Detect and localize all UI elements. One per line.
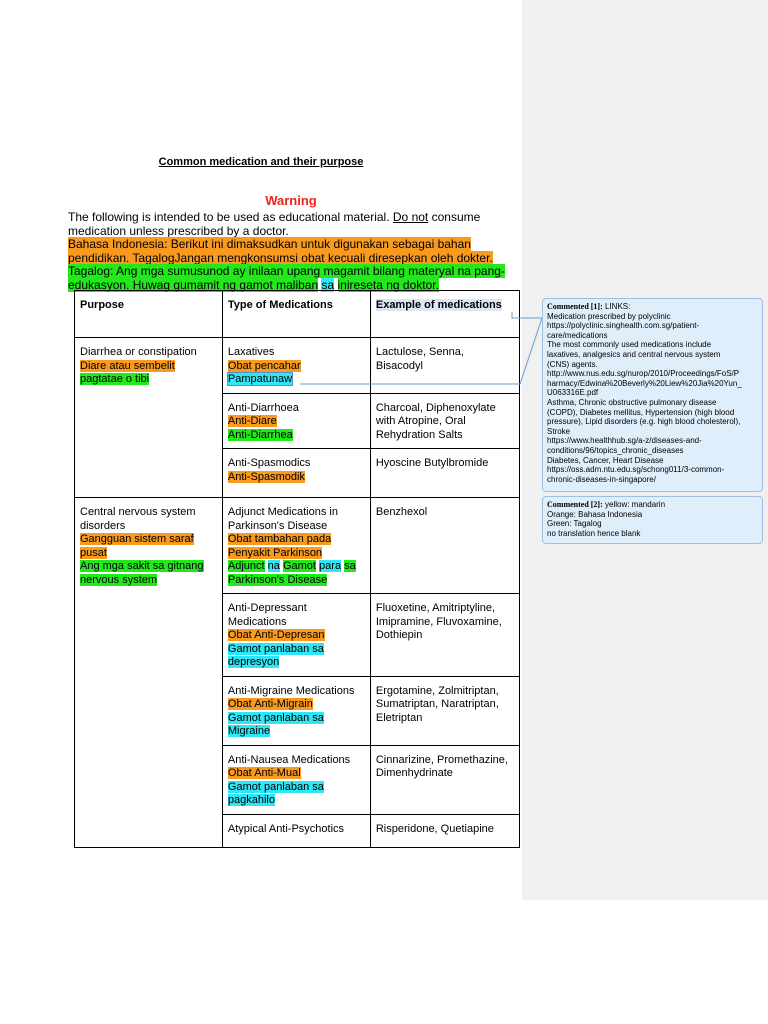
do-not-text: Do not (392, 210, 429, 224)
header-examples[interactable]: Example of medications (375, 299, 502, 311)
type-atypical-antipsychotics: Atypical Anti-Psychotics (222, 814, 370, 847)
examples-adjunct-parkinsons: Benzhexol (370, 498, 519, 594)
table-row (75, 498, 520, 594)
type-adjunct-parkinsons: Adjunct Medications in Parkinson's Disease Obat tambahan pada Penyakit Parkinson Adjunct na Gamot para sa Parkinson's Disease (222, 498, 370, 594)
warning-heading: Warning (265, 193, 317, 208)
comment-2[interactable]: Commented [2]: yellow: mandarin Orange: Bahasa Indonesia Green: Tagalog no translation hence blank (542, 496, 763, 544)
intro-text (68, 211, 514, 292)
header-purpose: Purpose (75, 291, 223, 338)
header-type: Type of Medications (222, 291, 370, 338)
document-title: Common medication and their purpose (158, 156, 364, 168)
comment-2-label: Commented [2]: (547, 500, 603, 509)
examples-atypical-antipsychotics: Risperidone, Quetiapine (370, 814, 519, 847)
purpose-diarrhea: Diarrhea or constipation Diare atau sembelit pagtatae o tibi (75, 338, 223, 498)
type-anti-nausea: Anti-Nausea Medications Obat Anti-Mual Gamot panlaban sa pagkahilo (222, 745, 370, 814)
comment-connector (290, 298, 550, 390)
purpose-cns: Central nervous system disorders Gangguan sistem saraf pusat Ang mga sakit sa gitnang nervous system (75, 498, 223, 848)
type-anti-spasmodics: Anti-Spasmodics Anti-Spasmodik (222, 449, 370, 498)
examples-anti-migraine: Ergotamine, Zolmitriptan, Sumatriptan, Naratriptan, Eletriptan (370, 676, 519, 745)
comment-1[interactable]: Commented [1]: LINKS: Medication prescribed by polyclinic https://polyclinic.singhealth.com.sg/patient- care/medications The most commonly used medications include laxatives, analgesics and central nervous system (CNS) agents. http://www.nus.edu.sg/nurop/2010/Proceedings/FoS/P harmacy/Edwina%20Beverly%20Liew%20Jia%20Yun_ U063316E.pdf Asthma, Chronic obstructive pulmonary disease (COPD), Diabetes mellitus, Hypertension (high blood pressure), Lipid disorders (e.g. high blood cholesterol), Stroke https://www.healthhub.sg/a-z/diseases-and- conditions/96/topics_chronic_diseases Diabetes, Cancer, Heart Disease https://oss.adm.ntu.edu.sg/schong011/3-common- chronic-diseases-in-singapore/ (542, 298, 763, 492)
examples-laxatives: Lactulose, Senna, Bisacodyl (370, 338, 519, 394)
intro-tagalog: Tagalog: Ang mga sumusunod ay inilaan upang magamit bilang materyal na pang-edukasyon. Huwag gumamit ng gamot maliban sa inireseta ng doktor. (68, 264, 505, 292)
type-anti-depressant: Anti-Depressant Medications Obat Anti-Depresan Gamot panlaban sa depresyon (222, 594, 370, 677)
intro-indonesian: Bahasa Indonesia: Berikut ini dimaksudkan untuk digunakan sebagai bahan pendidikan. TagalogJangan mengkonsumsi obat kecuali diresepkan oleh dokter. (68, 237, 493, 265)
examples-anti-diarrhoea: Charcoal, Diphenoxylate with Atropine, Oral Rehydration Salts (370, 393, 519, 449)
intro-english: The following is intended to be used as educational material. Do not consume medication unless prescribed by a doctor. (68, 210, 481, 238)
type-laxatives: Laxatives Obat pencahar Pampatunaw (222, 338, 370, 394)
examples-anti-nausea: Cinnarizine, Promethazine, Dimenhydrinate (370, 745, 519, 814)
type-anti-diarrhoea: Anti-Diarrhoea Anti-Diare Anti-Diarrhea (222, 393, 370, 449)
type-anti-migraine: Anti-Migraine Medications Obat Anti-Migrain Gamot panlaban sa Migraine (222, 676, 370, 745)
examples-anti-depressant: Fluoxetine, Amitriptyline, Imipramine, Fluvoxamine, Dothiepin (370, 594, 519, 677)
comment-1-label: Commented [1]: (547, 302, 603, 311)
examples-anti-spasmodics: Hyoscine Butylbromide (370, 449, 519, 498)
